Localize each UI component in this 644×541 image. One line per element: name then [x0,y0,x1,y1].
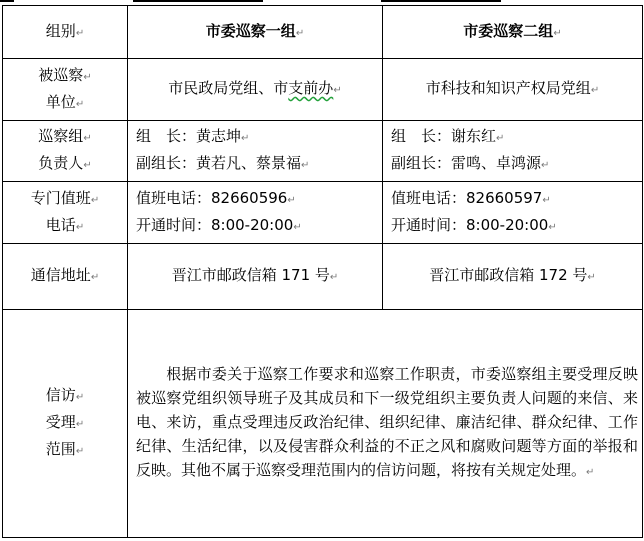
label-mail-address: 通信地址↵ [3,244,128,310]
header-cell-group-1: 市委巡察一组↵ [128,6,383,59]
row-duty-phone [3,182,643,244]
row-petition-scope [3,310,643,538]
inspected-unit-group-1: 市民政局党组、市支前办↵ [128,59,383,121]
label-group-leaders: 巡察组↵ 负责人↵ [3,121,128,182]
header-cell-group: 组别↵ [3,6,128,59]
row-group-leaders [3,121,643,182]
duty-phone-group-1: 值班电话：82660596↵ 开通时间：8:00-20:00↵ [128,182,383,244]
label-inspected-unit: 被巡察↵ 单位↵ [3,59,128,121]
mail-address-group-2: 晋江市邮政信箱 172 号↵ [383,244,643,310]
duty-phone-group-2: 值班电话：82660597↵ 开通时间：8:00-20:00↵ [383,182,643,244]
label-petition-scope: 信访↵ 受理↵ 范围↵ [3,310,128,538]
petition-scope-text: 根据市委关于巡察工作要求和巡察工作职责，市委巡察组主要受理反映被巡察党组织领导班子及其成员和下一级党组织主要负责人问题的来信、来电、来访，重点受理违反政治纪律、组织纪律、廉洁纪律、群众纪律、工作纪律、生活纪律，以及侵害群众利益的不正之风和腐败问题等方面的举报和反映。其他不属于巡察受理范围内的信访问题，将按有关规定处理。↵ [128,310,643,538]
label-duty-phone: 专门值班↵ 电话↵ [3,182,128,244]
top-border-fragment [0,0,644,4]
inspected-unit-group-2: 市科技和知识产权局党组↵ [383,59,643,121]
header-row [3,6,643,59]
inspection-info-table [2,5,643,538]
leaders-group-1: 组 长：黄志坤↵ 副组长：黄若凡、蔡景福↵ [128,121,383,182]
leaders-group-2: 组 长：谢东红↵ 副组长：雷鸣、卓鸿源↵ [383,121,643,182]
row-inspected-unit [3,59,643,121]
row-mail-address [3,244,643,310]
header-cell-group-2: 市委巡察二组↵ [383,6,643,59]
mail-address-group-1: 晋江市邮政信箱 171 号↵ [128,244,383,310]
